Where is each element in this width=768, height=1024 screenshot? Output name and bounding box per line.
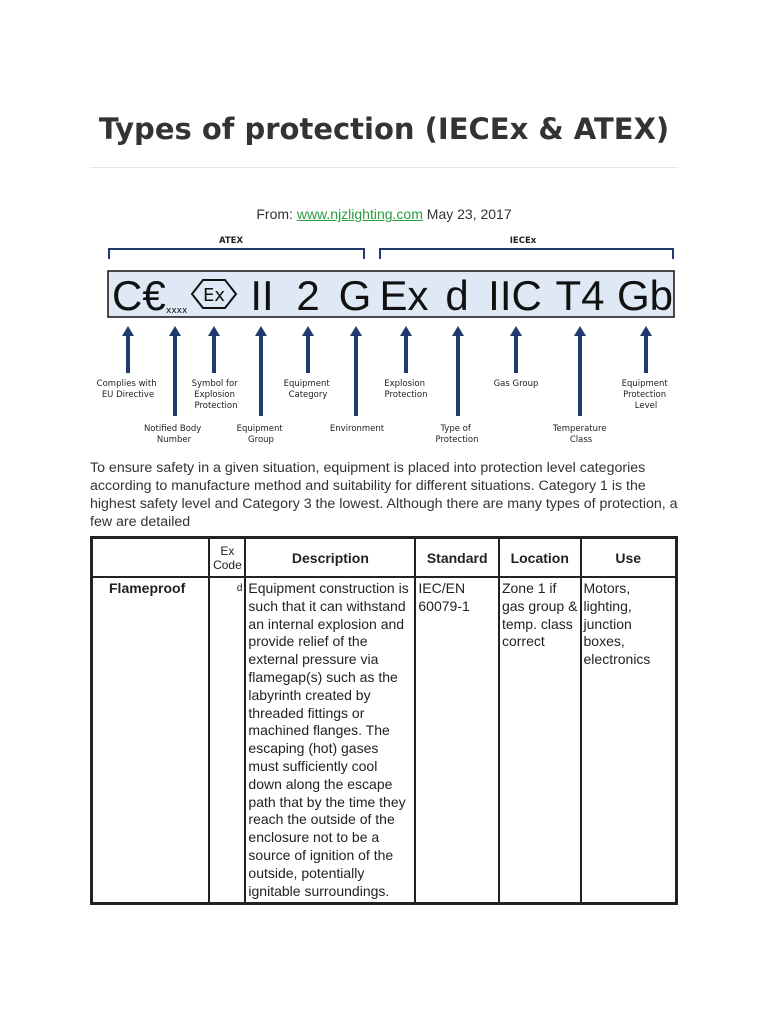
atex-label: ATEX — [218, 236, 244, 246]
group-mark: II — [250, 272, 274, 319]
page-title: Types of protection (IECEx & ATEX) — [98, 112, 670, 146]
header-description: Description — [245, 538, 415, 577]
cell-use: Motors, lighting, junction boxes, electronics — [581, 577, 676, 903]
source-date: May 23, 2017 — [426, 206, 512, 222]
environment-mark: G — [338, 272, 372, 319]
cell-standard: IEC/EN 60079-1 — [415, 577, 499, 903]
label-type-of-protection: Type of Protection — [435, 424, 479, 445]
marking-diagram — [0, 228, 768, 450]
arrow-up-icon — [510, 326, 522, 373]
temperature-class-mark: T4 — [555, 272, 605, 319]
category-mark: 2 — [296, 272, 320, 319]
label-environment: Environment — [329, 424, 385, 434]
notified-body-number: xxxx — [166, 306, 188, 316]
svg-text:Ex: Ex — [202, 285, 226, 306]
arrow-up-icon — [208, 326, 220, 373]
arrow-up-icon — [640, 326, 652, 373]
header-use: Use — [581, 538, 676, 577]
iecex-label: IECEx — [509, 236, 537, 246]
header-location: Location — [499, 538, 581, 577]
protection-table — [90, 536, 678, 905]
arrow-up-icon — [255, 326, 267, 416]
header-type — [92, 538, 209, 577]
protection-type-mark: d — [445, 272, 469, 319]
table-row — [92, 577, 676, 903]
source-prefix: From: — [256, 206, 293, 222]
ce-mark: C€ — [112, 272, 166, 319]
label-gas-group: Gas Group — [493, 379, 539, 389]
ex-mark: Ex — [379, 272, 429, 319]
gas-group-mark: IIC — [488, 272, 542, 319]
arrow-up-icon — [350, 326, 362, 416]
source-line — [0, 206, 768, 222]
arrow-up-icon — [574, 326, 586, 416]
label-equipment-category: Equipment Category — [283, 379, 330, 400]
atex-bracket — [109, 249, 364, 259]
arrow-up-icon — [452, 326, 464, 416]
label-symbol: Symbol for Explosion Protection — [191, 379, 238, 411]
intro-paragraph: To ensure safety in a given situation, equipment is placed into protection level categories according to manufacture method and suitability for different situations. Category 1 is the highest safety level and Category 3 the lowest. Although there are many types of protection, a few are detailed — [90, 460, 678, 530]
table-header-row — [92, 538, 676, 577]
cell-description: Equipment construction is such that it can withstand an internal explosion and provide relief of the external pressure via flamegap(s) such as the labyrinth created by threaded fittings or machined flanges. The escaping (hot) gases must sufficiently cool down along the escape path that by the time they reach the outside of the enclosure not to be a source of ignition of the outside, potentially ignitable surroundings. — [245, 577, 415, 903]
source-link[interactable]: www.njzlighting.com — [296, 206, 423, 222]
title-divider — [90, 167, 678, 168]
arrow-up-icon — [400, 326, 412, 373]
cell-location: Zone 1 if gas group & temp. class correct — [499, 577, 581, 903]
label-equipment-group: Equipment Group — [236, 424, 283, 445]
header-standard: Standard — [415, 538, 499, 577]
label-epl: Equipment Protection Level — [621, 379, 668, 411]
label-explosion-protection: Explosion Protection — [384, 379, 428, 400]
arrow-up-icon — [122, 326, 134, 373]
iecex-bracket — [380, 249, 673, 259]
epl-mark: Gb — [616, 272, 674, 319]
arrow-up-icon — [302, 326, 314, 373]
label-notified-body: Notified Body Number — [143, 424, 202, 445]
label-temperature-class: Temperature Class — [552, 424, 607, 445]
cell-type: Flameproof — [92, 577, 209, 903]
header-ex-code: Ex Code — [209, 538, 245, 577]
cell-ex-code: d — [209, 577, 245, 903]
arrow-up-icon — [169, 326, 181, 416]
label-complies: Complies with EU Directive — [96, 379, 157, 400]
